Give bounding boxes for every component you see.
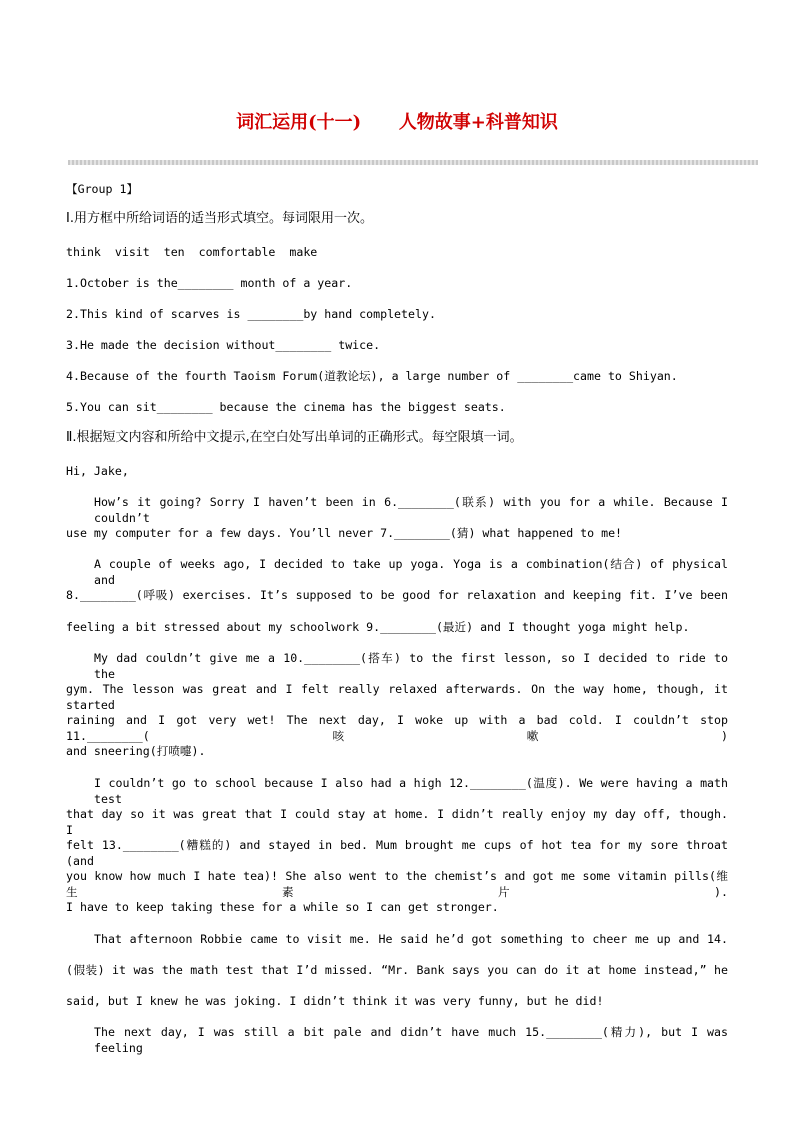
passage-line: How’s it going? Sorry I haven’t been in 6.________(联系) with you for a while. Because I couldn’t: [94, 495, 728, 525]
passage-line: I couldn’t go to school because I also had a high 12.________(温度). We were having a math test: [94, 776, 728, 806]
exercise-item-2: 2.This kind of scarves is ________by hand completely.: [66, 307, 436, 321]
passage-line: I have to keep taking these for a while so I can get stronger.: [66, 900, 499, 914]
document-title: 词汇运用(十一) 人物故事+科普知识: [236, 112, 558, 133]
divider-rule: [68, 160, 758, 165]
passage-line: you know how much I hate tea)! She also went to the chemist’s and got me some vitamin pills(维生素片).: [66, 869, 728, 899]
section2-heading: Ⅱ.根据短文内容和所给中文提示,在空白处写出单词的正确形式。每空限填一词。: [66, 430, 523, 445]
passage-line: felt 13.________(糟糕的) and stayed in bed. Mum brought me cups of hot tea for my sore throat (and: [66, 838, 728, 868]
passage-line: A couple of weeks ago, I decided to take up yoga. Yoga is a combination(结合) of physical and: [94, 557, 728, 587]
passage-line: said, but I knew he was joking. I didn’t think it was very funny, but he did!: [66, 994, 604, 1008]
exercise-item-3: 3.He made the decision without________ twice.: [66, 338, 381, 352]
passage-line: that day so it was great that I could stay at home. I didn’t really enjoy my day off, though. I: [66, 807, 728, 837]
passage-line: use my computer for a few days. You’ll never 7.________(猜) what happened to me!: [66, 526, 623, 540]
passage-line: gym. The lesson was great and I felt really relaxed afterwards. On the way home, though, it started: [66, 682, 728, 712]
passage-line: feeling a bit stressed about my schoolwork 9.________(最近) and I thought yoga might help.: [66, 620, 690, 634]
passage-line: The next day, I was still a bit pale and didn’t have much 15.________(精力), but I was feeling: [94, 1025, 728, 1055]
passage-line: and sneering(打喷嚏).: [66, 744, 206, 758]
passage-line: My dad couldn’t give me a 10.________(搭车) to the first lesson, so I decided to ride to the: [94, 651, 728, 681]
exercise-item-4: 4.Because of the fourth Taoism Forum(道教论坛), a large number of ________came to Shiyan.: [66, 369, 678, 383]
passage-line: raining and I got very wet! The next day, I woke up with a bad cold. I couldn’t stop 11.________(咳嗽): [66, 713, 728, 743]
exercise-item-5: 5.You can sit________ because the cinema has the biggest seats.: [66, 400, 506, 414]
passage-line: (假装) it was the math test that I’d missed. “Mr. Bank says you can do it at home instead,” he: [66, 963, 728, 977]
section1-heading: Ⅰ.用方框中所给词语的适当形式填空。每词限用一次。: [66, 211, 373, 226]
letter-greeting: Hi, Jake,: [66, 464, 129, 478]
exercise-item-1: 1.October is the________ month of a year.: [66, 276, 353, 290]
passage-line: That afternoon Robbie came to visit me. He said he’d got something to cheer me up and 14.: [94, 932, 728, 946]
passage-line: 8.________(呼吸) exercises. It’s supposed to be good for relaxation and keeping fit. I’ve been: [66, 588, 728, 602]
group-label: 【Group 1】: [66, 182, 139, 196]
word-box: think visit ten comfortable make: [66, 245, 318, 259]
